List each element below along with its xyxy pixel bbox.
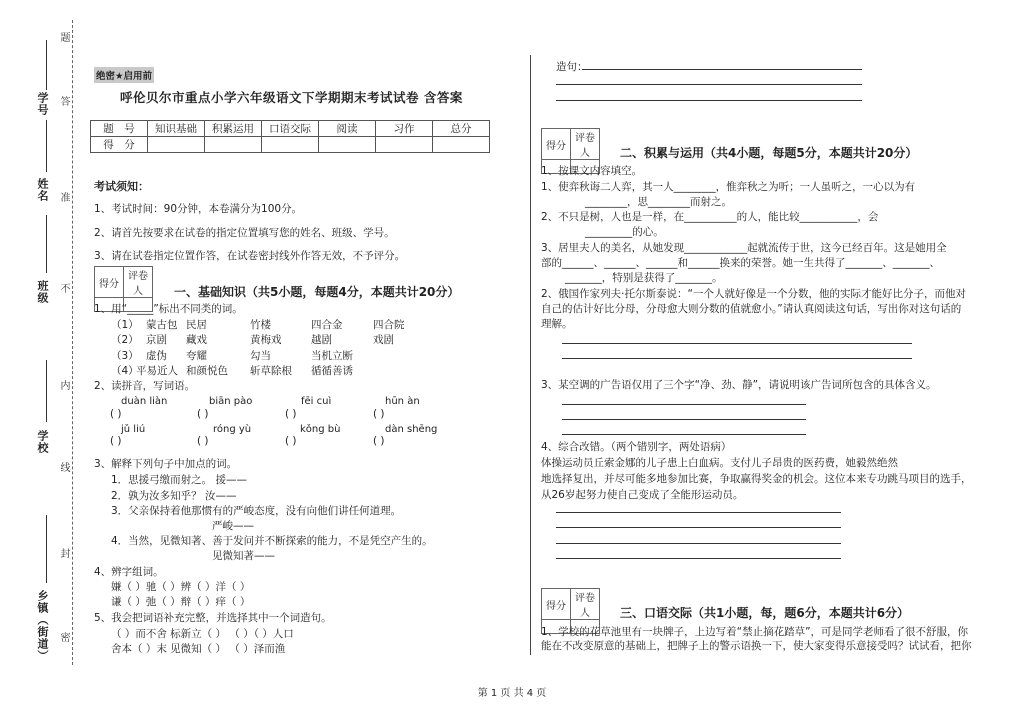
q1-word: 竹楼 <box>250 319 271 331</box>
notice-item: 3、请在试卷指定位置作答，在试卷密封线外作答无效，不予评分。 <box>94 250 406 262</box>
s2-line: 1、按课文内容填空。 <box>541 165 643 177</box>
q1-word: 越剧 <box>311 334 332 346</box>
pinyin: hūn àn <box>385 396 420 407</box>
q3-item: 3．父亲保持着他那惯有的严峻态度，没有向他们讲任何道理。 <box>111 505 402 517</box>
q3-prompt: 3、解释下列句子中加点的词。 <box>94 458 238 470</box>
q1-word: 黄梅戏 <box>250 334 282 346</box>
score-header: 阅读 <box>319 121 376 137</box>
seal-char: 不 <box>58 283 69 293</box>
answer-paren[interactable]: ( ) <box>373 408 385 420</box>
seal-char: 答 <box>58 96 69 106</box>
s3-line: 1、学校的花草池里有一块牌子，上边写着“禁止摘花踏草”，可是同学老师看了很不舒服，你 <box>541 626 969 638</box>
zaoju-label: 造句： <box>556 61 588 73</box>
answer-line[interactable] <box>556 527 841 528</box>
seal-char: 准 <box>58 192 69 202</box>
q1-word: 藏戏 <box>186 334 207 346</box>
q1-num: （4） <box>111 365 139 377</box>
s2-line: _________的心。 <box>585 226 664 238</box>
seal-char: 密 <box>58 632 69 642</box>
q3-item: 2．孰为汝多知乎？ 汝—— <box>111 490 237 502</box>
s2-line: ________，思________而射之。 <box>585 196 732 208</box>
q1-word: 京剧 <box>146 334 167 346</box>
section-2-title: 二、积累与运用（共4小题，每题5分，本题共计20分） <box>620 146 918 160</box>
q1-word: 斩草除根 <box>250 365 292 377</box>
score-row-label: 得 分 <box>91 137 148 153</box>
answer-line[interactable] <box>556 84 862 85</box>
answer-paren[interactable]: ( ) <box>110 435 122 447</box>
section-1-title: 一、基础知识（共5小题，每题4分，本题共计20分） <box>174 285 460 299</box>
section-3-title: 三、口语交际（共1小题，每，题6分，本题共计6分） <box>620 606 910 620</box>
s2-line: 2、俄国作家列夫·托尔斯泰说：“一个人就好像是一个分数，他的实际才能好比分子，而他对 <box>541 288 966 300</box>
pinyin: biān pào <box>209 396 253 407</box>
q5-prompt: 5、我会把词语补充完整，并选择其中一个词造句。 <box>94 612 332 624</box>
answer-paren[interactable]: ( ) <box>285 408 297 420</box>
s2-q3: 3、某空调的广告语仅用了三个字“净、劲、静”，请说明该广告词所包含的具体含义。 <box>541 379 937 391</box>
score-table <box>90 120 490 153</box>
answer-line[interactable] <box>556 558 841 559</box>
score-cell <box>319 137 376 153</box>
s2-line: 理解。 <box>541 318 573 330</box>
seal-char: 内 <box>58 380 69 390</box>
page-title: 呼伦贝尔市重点小学六年级语文下学期期末考试试卷 含答案 <box>120 90 463 105</box>
margin-label-class: 班级 <box>36 280 49 304</box>
q1-word: 蒙古包 <box>146 319 178 331</box>
grader-reviewer-label: 评卷人 <box>124 267 153 298</box>
score-header: 习作 <box>376 121 433 137</box>
s2-q4: 从26岁起努力使自己变成了全能形运动员。 <box>541 489 744 501</box>
s3-line: 能在不改变原意的基础上，把牌子上的警示语换一下，使大家变得乐意接受吗？试试看，把你 <box>541 640 972 652</box>
q1-word: 夸耀 <box>186 350 207 362</box>
page-footer: 第 1 页 共 4 页 <box>477 688 547 699</box>
q5-row: （ ）而不舍 标新立（ ） （ ）（ ）人口 <box>111 628 294 640</box>
s2-q4: 4、综合改错。（两个错别字，两处语病） <box>541 441 732 453</box>
seal-char: 封 <box>58 548 69 558</box>
fill-line <box>46 515 47 583</box>
q1-word: 民居 <box>186 319 207 331</box>
answer-paren[interactable]: ( ) <box>197 435 209 447</box>
score-header: 题 号 <box>91 121 148 137</box>
q1-word: 四合院 <box>373 319 405 331</box>
s2-line: 1、使弈秋诲二人弈，其一人________，惟弈秋之为听；一人虽听之，一心以为有 <box>541 181 916 193</box>
pinyin: dàn shēng <box>385 424 438 435</box>
q1-num: （2） <box>111 334 139 346</box>
answer-line[interactable] <box>562 358 912 359</box>
pinyin: jǔ liú <box>121 424 146 435</box>
pinyin: róng yù <box>213 424 252 435</box>
q1-num: （1） <box>111 319 139 331</box>
notice-heading: 考试须知： <box>94 180 149 193</box>
score-cell <box>433 137 490 153</box>
answer-line[interactable] <box>562 419 806 420</box>
fill-line <box>46 215 47 273</box>
q1-word: 和颜悦色 <box>186 365 228 377</box>
answer-line[interactable] <box>562 434 806 435</box>
seal-char: 线 <box>58 462 69 472</box>
s2-line: 自己的估计好比分母，分母愈大则分数的值就愈小。”请认真阅读这句话，写出你对这句话的 <box>541 303 962 315</box>
answer-line[interactable] <box>562 343 912 344</box>
answer-line[interactable] <box>562 404 806 405</box>
s2-line: _______，特别是获得了_______。 <box>565 272 723 284</box>
answer-line[interactable] <box>556 543 841 544</box>
q3-item: 见微知著—— <box>212 550 275 562</box>
fill-line <box>46 120 47 172</box>
answer-line[interactable] <box>556 512 841 513</box>
s2-line: 2、不只是树，人也是一样，在__________的人，能比较___________，会 <box>541 211 879 223</box>
q5-row: 舍本（ ）末 见微知（ ） （ ）泽而渔 <box>111 643 286 655</box>
score-cell <box>262 137 319 153</box>
answer-paren[interactable]: ( ) <box>197 408 209 420</box>
q3-item: 4．当然，见微知著、善于发问并不断探索的能力，不是凭空产生的。 <box>111 535 433 547</box>
q1-num: （3） <box>111 350 139 362</box>
notice-item: 2、请首先按要求在试卷的指定位置填写您的姓名、班级、学号。 <box>94 227 395 239</box>
grader-score-label: 得分 <box>95 267 124 298</box>
q4-prompt: 4、辨字组词。 <box>94 566 164 578</box>
q1-word: 虚伪 <box>146 350 167 362</box>
s2-q4: 体操运动员丘索金娜的儿子患上白血病。支付儿子昂贵的医药费，她毅然绝然 <box>541 457 898 469</box>
score-header: 知识基础 <box>148 121 205 137</box>
fill-line <box>46 40 47 90</box>
q2-prompt: 2、读拼音，写词语。 <box>94 380 196 392</box>
seal-char: 题 <box>58 32 69 42</box>
margin-label-xuehao: 学号 <box>36 92 49 116</box>
seal-line <box>72 20 73 665</box>
grader-score-label: 得分 <box>542 129 571 160</box>
q4-row: 嫌（ ）驰（ ）辨（ ）洋（ ） <box>111 581 251 593</box>
margin-label-school: 学校 <box>36 430 49 454</box>
confidential-badge: 绝密★启用前 <box>94 67 154 83</box>
score-table-score-row <box>91 137 490 153</box>
pinyin: kǒng bù <box>300 424 341 435</box>
s2-q4: 地选择复出，并尽可能多地参加比赛，争取赢得奖金的机会。这位本来专功跳马项目的选手， <box>541 473 972 485</box>
grader-score-label: 得分 <box>542 589 571 620</box>
answer-paren[interactable]: ( ) <box>373 435 385 447</box>
q1-word: 戏剧 <box>373 334 394 346</box>
s2-line: 部的______、______、______和______换来的荣誉。她一生共得了_______、_______、 <box>541 257 940 269</box>
grader-reviewer-label: 评卷人 <box>571 589 600 620</box>
score-header: 口语交际 <box>262 121 319 137</box>
q1-prompt: 1、用“_____”标出不同类的词。 <box>94 303 243 315</box>
q4-row: 谦（ ）弛（ ）辩（ ）痒（ ） <box>111 596 251 608</box>
answer-paren[interactable]: ( ) <box>285 435 297 447</box>
pinyin: duàn liàn <box>121 396 168 407</box>
q1-word: 当机立断 <box>311 350 353 362</box>
score-cell <box>148 137 205 153</box>
s2-line: 3、居里夫人的美名，从她发现____________起就流传于世，这今已经百年。这是她用全 <box>541 242 947 254</box>
q1-word: 勾当 <box>250 350 271 362</box>
grader-reviewer-label: 评卷人 <box>571 129 600 160</box>
pinyin: fēi cuì <box>301 396 332 407</box>
q3-item: 严峻—— <box>212 520 254 532</box>
score-table-header-row <box>91 121 490 137</box>
score-cell <box>376 137 433 153</box>
margin-label-name: 姓名 <box>36 178 49 202</box>
q1-word: 四合金 <box>311 319 343 331</box>
answer-line[interactable] <box>582 69 862 70</box>
answer-line[interactable] <box>556 100 862 101</box>
fill-line <box>46 360 47 422</box>
score-cell <box>205 137 262 153</box>
score-header: 总分 <box>433 121 490 137</box>
notice-item: 1、考试时间：90分钟，本卷满分为100分。 <box>94 203 303 215</box>
q3-item: 1．思援弓缴而射之。 援—— <box>111 474 248 486</box>
q1-word: 循循善诱 <box>311 365 353 377</box>
score-header: 积累运用 <box>205 121 262 137</box>
answer-paren[interactable]: ( ) <box>110 408 122 420</box>
column-divider <box>530 55 531 655</box>
q1-word: 平易近人 <box>136 365 178 377</box>
margin-label-town: 乡镇（街道） <box>36 590 49 662</box>
